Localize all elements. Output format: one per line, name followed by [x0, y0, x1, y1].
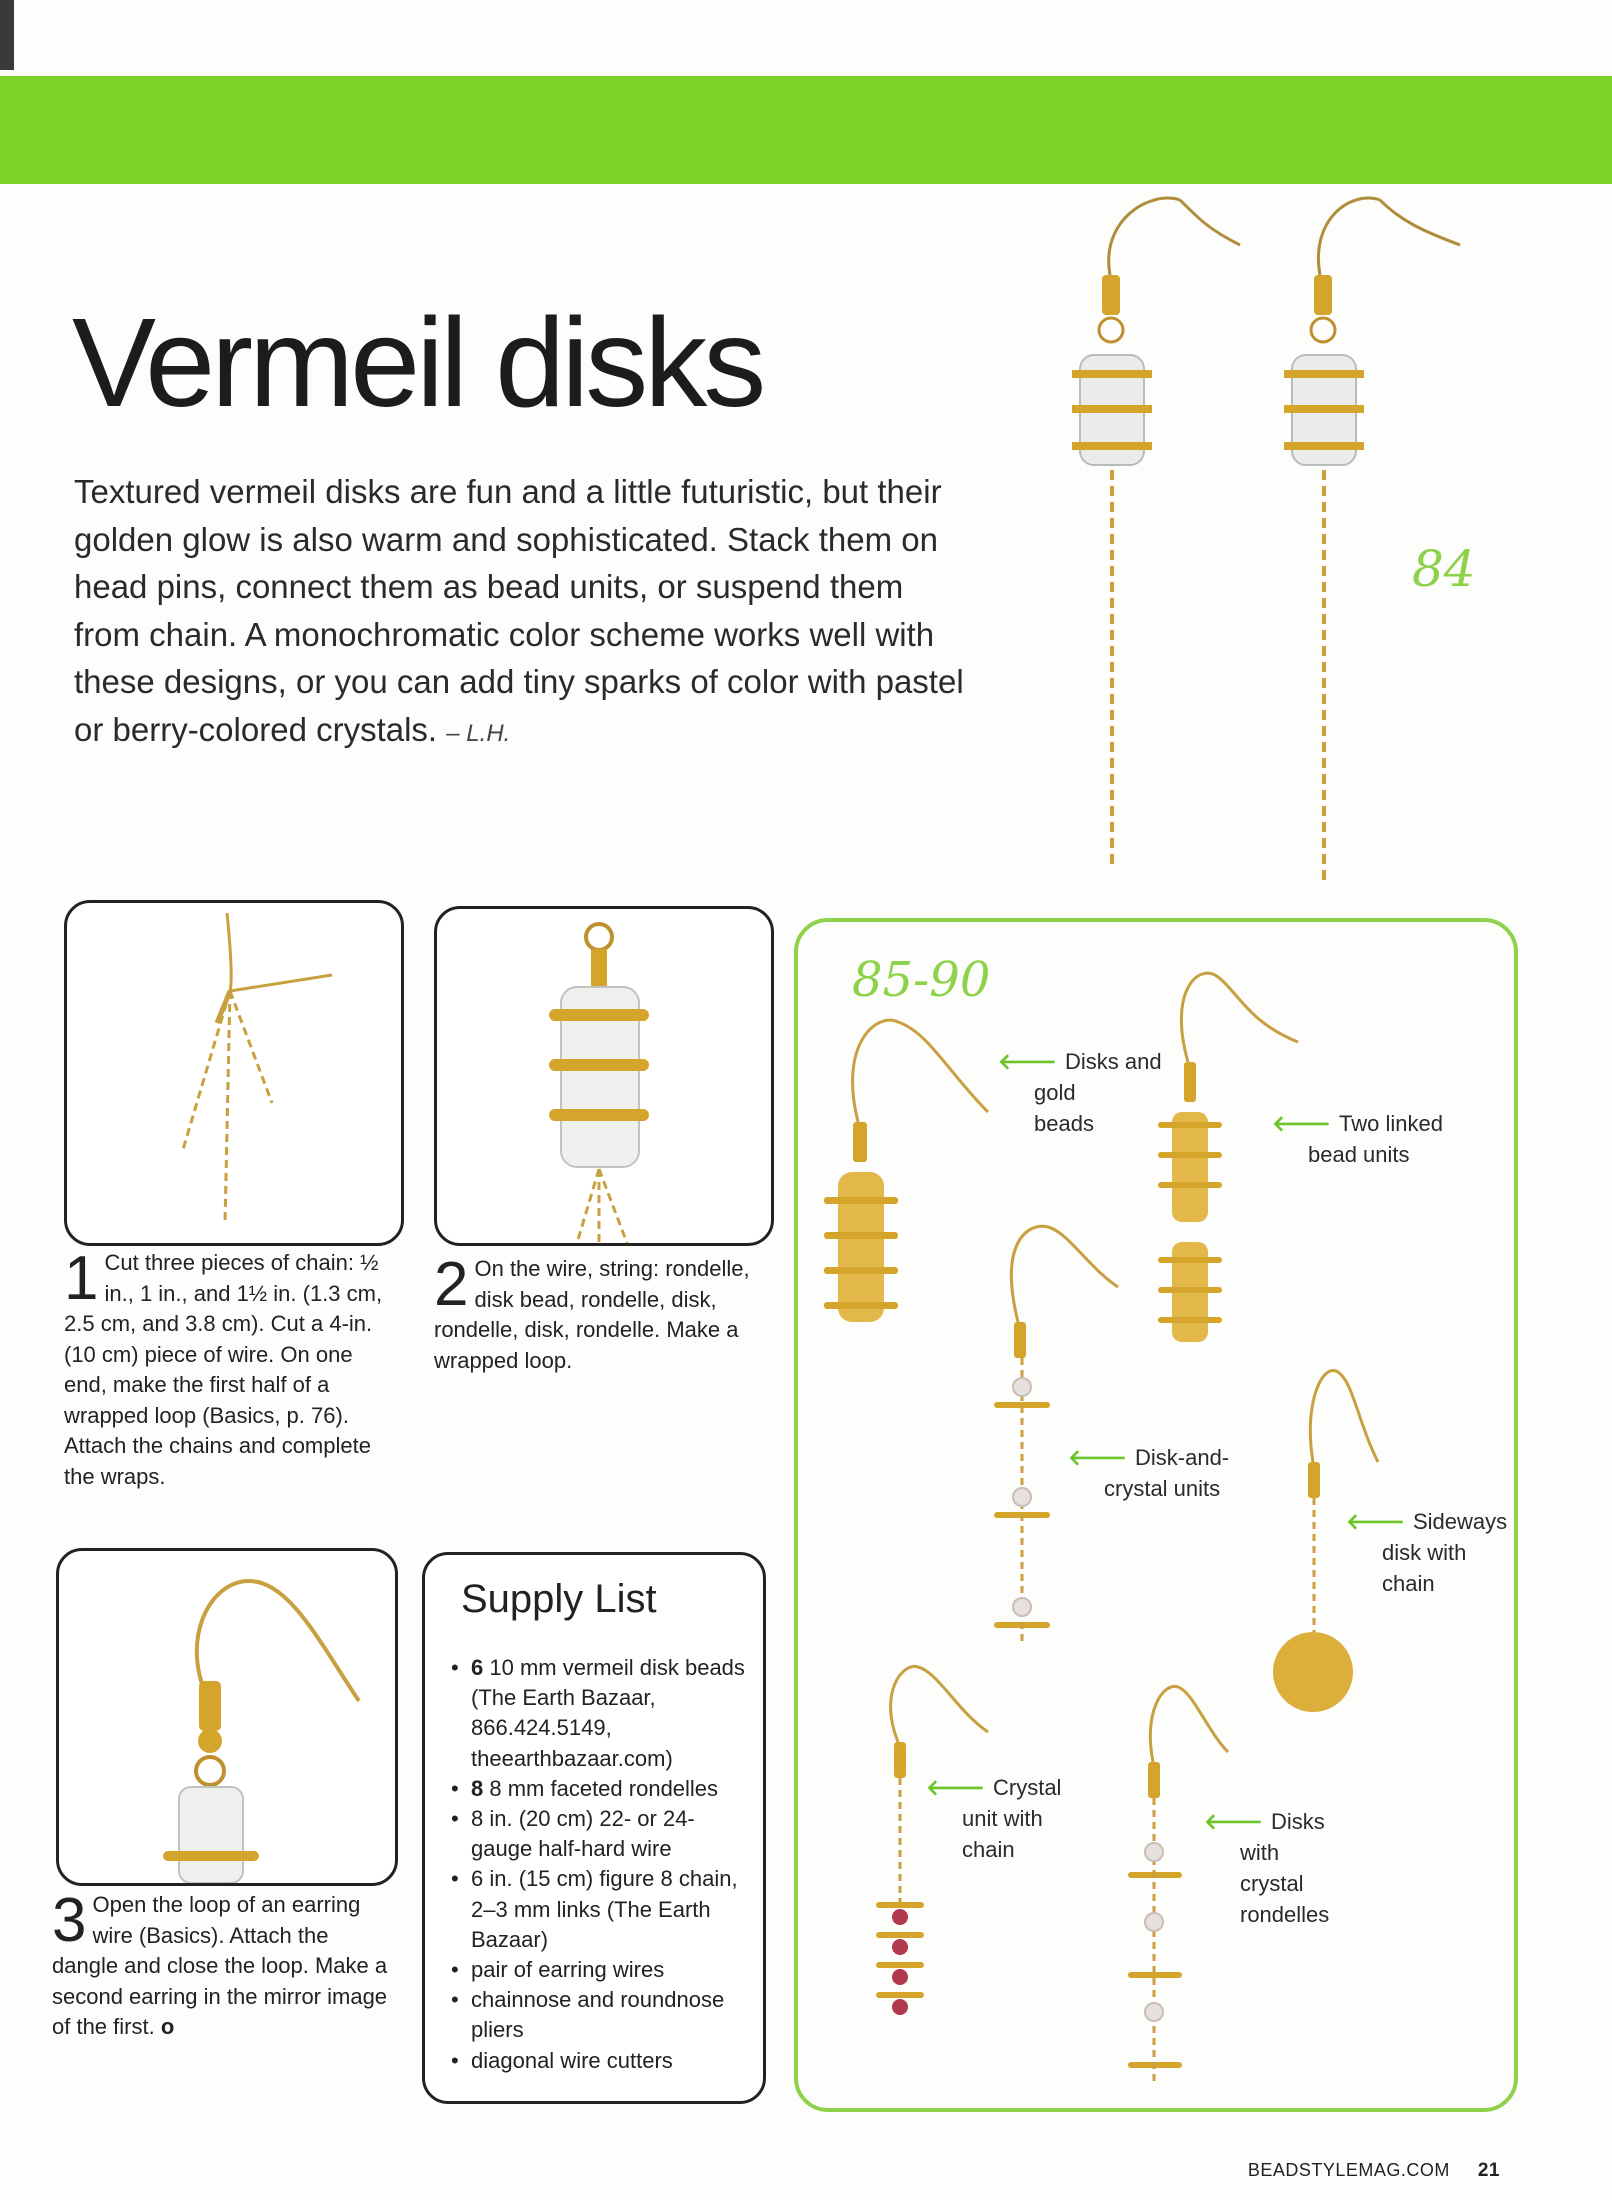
gallery-box — [794, 918, 1518, 2112]
supply-item-qty: 6 — [471, 1655, 484, 1680]
callout-line: beads — [1034, 1111, 1094, 1136]
supply-item-text: 6 in. (15 cm) figure 8 chain, 2–3 mm links (The Earth Bazaar) — [471, 1866, 738, 1952]
supply-item-text: 10 mm vermeil disk beads (The Earth Bazaar, 866.424.5149, theearthbazaar.com) — [471, 1655, 745, 1771]
arrow-left-icon: 🡐 — [926, 1775, 985, 1800]
footer-site: BEADSTYLEMAG.COM — [1247, 2160, 1450, 2180]
supply-item — [449, 1804, 749, 1864]
callout-sideways-disk-with-chain — [1346, 1506, 1507, 1599]
end-mark: o — [160, 2014, 175, 2039]
step3-description: Open the loop of an earring wire (Basics). Attach the dangle and close the loop. Make a second earring in the mirror image of the first. — [52, 1892, 388, 2039]
step1-text — [64, 1244, 384, 1492]
step2-number: 2 — [434, 1250, 469, 1319]
step3-text — [52, 1886, 392, 2043]
supply-item-text: 8 in. (20 cm) 22- or 24-gauge half-hard wire — [471, 1806, 695, 1862]
supply-item-text: chainnose and roundnose pliers — [471, 1987, 725, 2043]
step2-description: On the wire, string: rondelle, disk bead, rondelle, disk, rondelle, disk, rondelle. Make a wrapped loop. — [434, 1256, 750, 1373]
supply-item-text: 8 mm faceted rondelles — [489, 1775, 719, 1801]
callout-line: unit with — [962, 1806, 1043, 1831]
callout-disks-with-crystal-rondelles — [1204, 1806, 1329, 1930]
dangle-photo — [437, 909, 771, 1243]
arrow-left-icon: 🡐 — [1272, 1111, 1331, 1136]
scan-edge — [0, 0, 14, 70]
callout-line: chain — [1382, 1571, 1435, 1596]
intro-paragraph — [74, 468, 974, 757]
callout-line: rondelles — [1240, 1902, 1330, 1927]
step1-description: Cut three pieces of chain: ½ in., 1 in., and 1½ in. (1.3 cm, 2.5 cm, and 3.8 cm). Cut a 4-in. (10 cm) piece of wire. On one end, make the first half of a wrapped loop (Basics, p. 76). Attach the chains and complete the wraps. — [64, 1250, 383, 1489]
handwritten-number-top: 84 — [1412, 540, 1476, 598]
step1-photo-box — [64, 900, 404, 1246]
callout-disk-and-crystal-units — [1068, 1442, 1229, 1504]
supply-list-box — [422, 1552, 766, 2104]
callout-two-linked-bead-units — [1272, 1108, 1443, 1170]
supply-list — [449, 1653, 749, 2076]
callout-line: with — [1240, 1840, 1280, 1865]
supply-item — [449, 1985, 749, 2045]
header-band — [0, 76, 1612, 184]
byline: – L.H. — [446, 719, 511, 747]
handwritten-number-gallery: 85-90 — [852, 952, 991, 1008]
step3-photo-box — [56, 1548, 398, 1886]
arrow-left-icon: 🡐 — [1346, 1509, 1405, 1534]
callout-line: Disks — [1271, 1809, 1325, 1834]
callout-line: gold — [1034, 1080, 1076, 1105]
supply-item — [449, 2046, 749, 2076]
arrow-left-icon: 🡐 — [1204, 1809, 1263, 1834]
step2-text — [434, 1250, 774, 1376]
supply-item — [449, 1653, 749, 1774]
step3-number: 3 — [52, 1886, 87, 1955]
chain-photo — [67, 903, 401, 1243]
page-footer — [1248, 2160, 1500, 2182]
step2-photo-box — [434, 906, 774, 1246]
step1-number: 1 — [64, 1244, 99, 1313]
callout-line: chain — [962, 1837, 1015, 1862]
callout-disks-gold-beads — [998, 1046, 1162, 1139]
callout-line: bead units — [1308, 1142, 1410, 1167]
intro-text: Textured vermeil disks are fun and a little futuristic, but their golden glow is also warm and sophisticated. Stack them on head pins, connect them as bead units, or suspend them from chain. A monochromatic color scheme works well with these designs, or you can add tiny sparks of color with pastel or berry-colored crystals. — [74, 473, 964, 748]
supply-list-title: Supply List — [461, 1577, 657, 1621]
callout-line: Crystal — [993, 1775, 1062, 1800]
arrow-left-icon: 🡐 — [998, 1049, 1057, 1074]
earring-wire-photo — [59, 1551, 395, 1883]
callout-line: crystal units — [1104, 1476, 1221, 1501]
callout-line: Disk-and- — [1135, 1445, 1230, 1470]
supply-item-qty: 8 — [471, 1775, 484, 1801]
supply-item-text: diagonal wire cutters — [471, 2047, 673, 2073]
callout-line: Disks and — [1065, 1049, 1162, 1074]
supply-item-text: pair of earring wires — [471, 1957, 665, 1983]
supply-item — [449, 1774, 749, 1804]
callout-crystal-unit-with-chain — [926, 1772, 1061, 1865]
page-number: 21 — [1477, 2160, 1500, 2181]
callout-line: Sideways — [1413, 1509, 1508, 1534]
callout-line: disk with — [1382, 1540, 1467, 1565]
page-title: Vermeil disks — [72, 292, 763, 433]
supply-item — [449, 1955, 749, 1985]
callout-line: Two linked — [1339, 1111, 1443, 1136]
arrow-left-icon: 🡐 — [1068, 1445, 1127, 1470]
callout-line: crystal — [1240, 1871, 1304, 1896]
supply-item — [449, 1864, 749, 1955]
